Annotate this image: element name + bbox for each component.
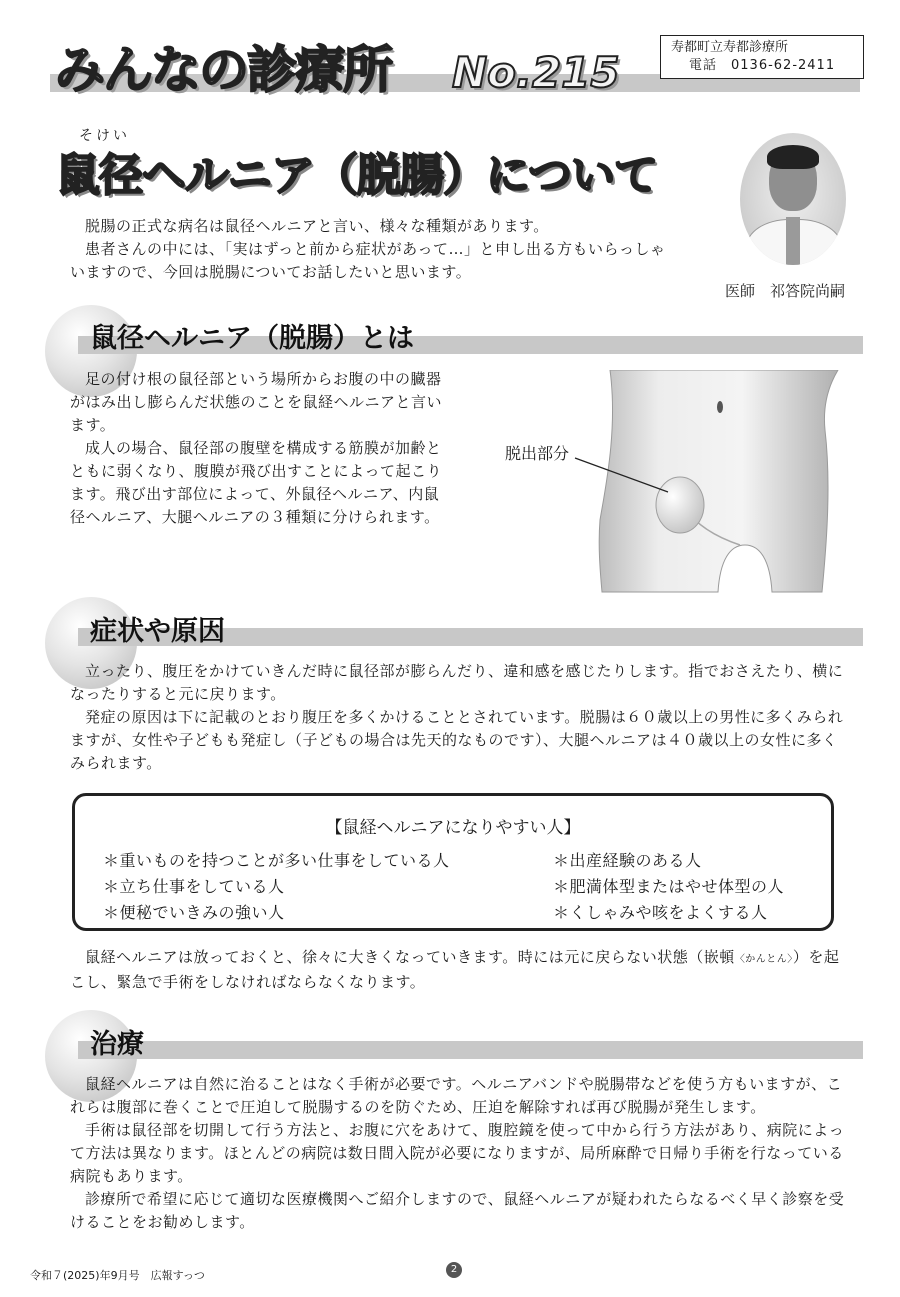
intro-paragraph: 患者さんの中には、「実はずっと前から症状があって…」と申し出る方もいらっしゃいますので、今回は脱腸についてお話したいと思います。 (70, 240, 666, 281)
after-box-end: ）を起こし、緊急で手術をしなければならなくなります。 (70, 948, 840, 991)
section3-text (70, 1073, 845, 1234)
groin-hernia-illustration (560, 370, 850, 595)
after-box-paragraph (70, 946, 845, 994)
risk-box-title: 【鼠経ヘルニアになりやすい人】 (325, 818, 581, 838)
risk-factors-box (72, 793, 834, 931)
clinic-name: 寿都町立寿都診療所 (671, 40, 789, 55)
masthead-title: みんなの診療所 (55, 41, 391, 99)
article-title: 鼠径ヘルニア（脱腸）について (56, 150, 658, 201)
page-number: 2 (446, 1262, 462, 1278)
clinic-info-box (660, 35, 864, 79)
intro-text (70, 215, 670, 284)
section-title-what-is: 鼠径ヘルニア（脱腸）とは (90, 323, 414, 354)
issue-number: No.215 (452, 48, 620, 97)
section2-text (70, 660, 845, 775)
section-bar (78, 1041, 863, 1059)
section2-paragraph: 立ったり、腹圧をかけていきんだ時に鼠径部が膨らんだり、違和感を感じたりします。指でおさえたり、横になったりすると元に戻ります。 (70, 662, 844, 703)
section1-paragraph: 成人の場合、鼠径部の腹壁を構成する筋膜が加齢とともに弱くなり、腹膜が飛び出すことによって起こります。飛び出す部位によって、外鼠径ヘルニア、内鼠径ヘルニア、大腿ヘルニアの３種類に分けられます。 (70, 439, 443, 526)
section1-paragraph: 足の付け根の鼠径部という場所からお腹の中の臓器がはみ出し膨らんだ状態のことを鼠経ヘルニアと言います。 (70, 370, 443, 434)
risk-item: ＊くしゃみや咳をよくする人 (553, 903, 768, 922)
illustration-label-protrusion: 脱出部分 (505, 444, 570, 463)
doctor-name: 医師 祁答院尚嗣 (725, 282, 846, 300)
risk-item: ＊立ち仕事をしている人 (103, 877, 285, 896)
risk-item: ＊出産経験のある人 (553, 851, 702, 870)
section3-paragraph: 鼠経ヘルニアは自然に治ることはなく手術が必要です。ヘルニアバンドや脱腸帯などを使う方もいますが、これらは腹部に巻くことで圧迫して脱腸するのを防ぐため、圧迫を解除すれば再び脱腸が発生します。 (70, 1075, 843, 1116)
section-title-symptoms: 症状や原因 (90, 616, 225, 647)
after-box-main: 鼠経ヘルニアは放っておくと、徐々に大きくなっていきます。時には元に戻らない状態（嵌頓 (85, 948, 735, 966)
after-box-text (70, 946, 845, 994)
doctor-photo (740, 133, 846, 265)
risk-item: ＊重いものを持つことが多い仕事をしている人 (103, 851, 450, 870)
intro-paragraph: 脱腸の正式な病名は鼠径ヘルニアと言い、様々な種類があります。 (85, 217, 549, 235)
after-box-ruby: 〈かんとん〉 (734, 954, 793, 965)
section1-text (70, 368, 442, 529)
risk-item: ＊肥満体型またはやせ体型の人 (553, 877, 785, 896)
risk-item: ＊便秘でいきみの強い人 (103, 903, 285, 922)
section3-paragraph: 手術は鼠径部を切開して行う方法と、お腹に穴をあけて、腹腔鏡を使って中から行う方法があり、病院によって方法は異なります。ほとんどの病院は数日間入院が必要になりますが、局所麻酔で日帰り手術を行なっている病院もあります。 (70, 1121, 845, 1185)
title-ruby: そけい (79, 128, 130, 144)
footer-publication: 令和７(2025)年9月号 広報すっつ (30, 1269, 205, 1282)
section2-paragraph: 発症の原因は下に記載のとおり腹圧を多くかけることとされています。脱腸は６０歳以上の男性に多くみられますが、女性や子どもも発症し（子どもの場合は先天的なものです）、大腿ヘルニアは４０歳以上の女性に多くみられます。 (70, 708, 844, 772)
clinic-phone: 電話 0136-62-2411 (689, 58, 836, 73)
section3-paragraph: 診療所で希望に応じて適切な医療機関へご紹介しますので、鼠経ヘルニアが疑われたらなるべく早く診察を受けることをお勧めします。 (70, 1190, 845, 1231)
section-title-treatment: 治療 (90, 1029, 144, 1060)
